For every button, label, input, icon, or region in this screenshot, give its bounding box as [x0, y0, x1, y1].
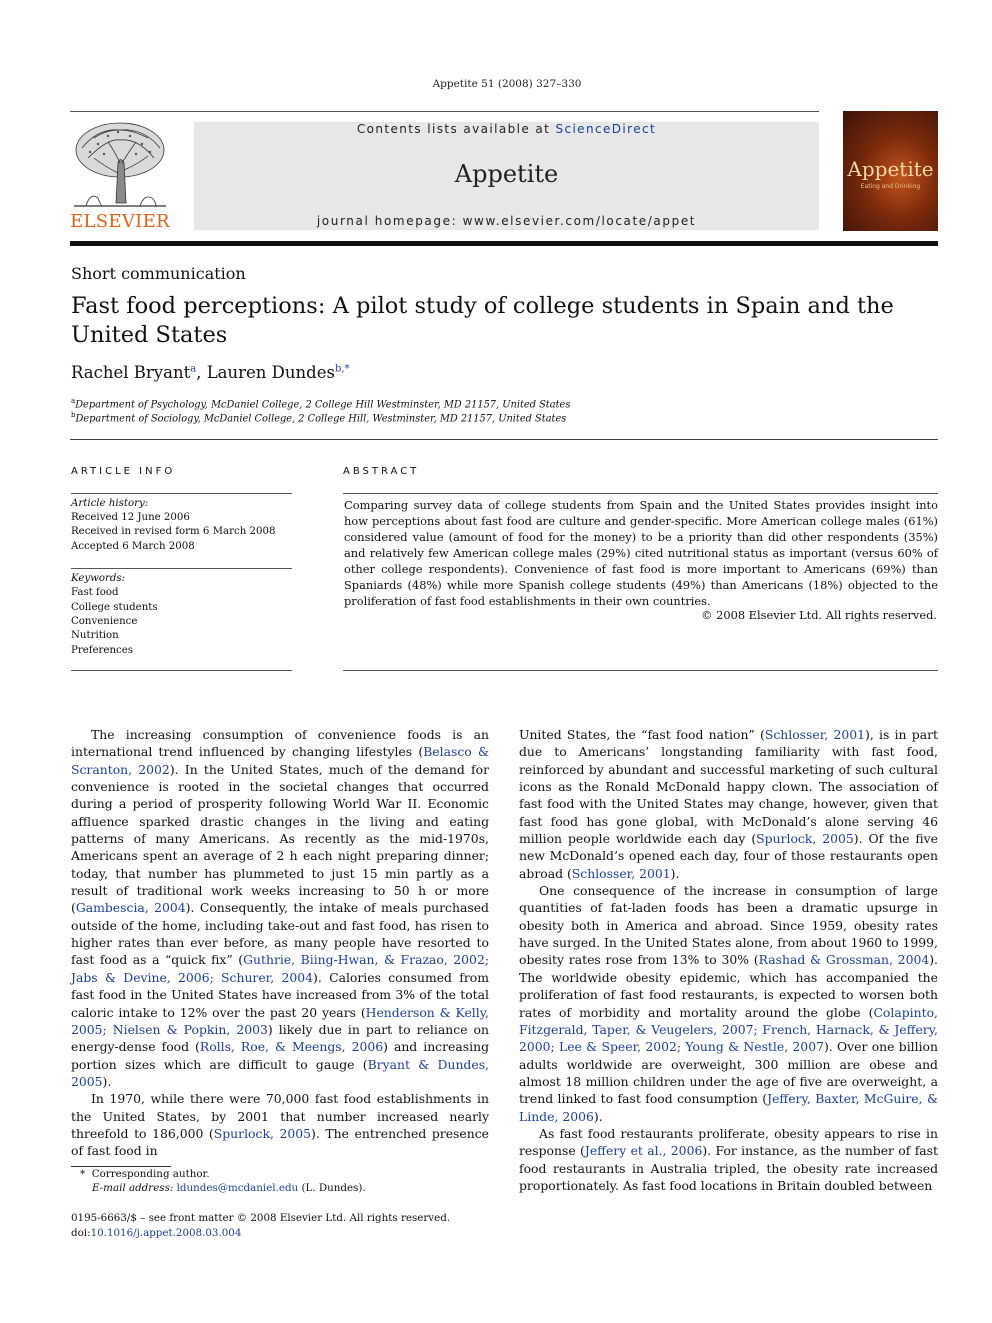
- copyright-notice: © 2008 Elsevier Ltd. All rights reserved.: [701, 608, 937, 622]
- body-paragraph: In 1970, while there were 70,000 fast food establishments in the United States, by 2001 that number increased nearly threefold to 186,000 (Spurlock, 2005). The entrenched presence of fast food in: [71, 1091, 489, 1159]
- contents-line: [194, 122, 819, 136]
- divider: [71, 670, 292, 671]
- citation-link[interactable]: Rolls, Roe, & Meengs, 2006: [199, 1039, 384, 1055]
- issn-line: 0195-6663/$ – see front matter © 2008 Elsevier Ltd. All rights reserved.: [71, 1212, 451, 1224]
- affiliation-label: a: [71, 397, 76, 405]
- header-rule: [70, 111, 819, 112]
- footnote-rule: [71, 1166, 171, 1167]
- article-type: Short communication: [71, 264, 246, 283]
- email-note: [92, 1182, 366, 1194]
- journal-homepage[interactable]: journal homepage: www.elsevier.com/locate/appet: [316, 214, 697, 228]
- article-title: Fast food perceptions: A pilot study of college students in Spain and the United States: [71, 293, 894, 348]
- cover-title: Appetite: [847, 157, 934, 181]
- article-info-heading: ARTICLE INFO: [71, 466, 176, 477]
- journal-name: Appetite: [454, 160, 559, 188]
- affiliation-marker[interactable]: b,*: [334, 363, 350, 375]
- affiliation: [71, 397, 570, 410]
- citation-link[interactable]: Henderson & Kelly, 2005; Nielsen & Popkin, 2003: [71, 1004, 489, 1037]
- citation-link[interactable]: Spurlock, 2005: [213, 1125, 312, 1141]
- abstract-text: Comparing survey data of college students from Spain and the United States provides insight into how perceptions about fast food are culture and gender-specific. More American college males (61%) considered value (amount of food for the money) to be a priority than did other respondents (35%) and relatively few American college males (29%) cited nutritional status as important (versus 60% of other college respondents). Convenience of fast food is more important to Americans (69%) than Spaniards (48%) while more Spanish college students (49%) than Americans (18%) objected to the proliferation of fast food establishments in their own countries.: [344, 498, 938, 608]
- author-list: [71, 363, 350, 382]
- affiliation-label: b: [71, 411, 76, 419]
- doi-line: [71, 1227, 241, 1239]
- affiliation-text: Department of Psychology, McDaniel College, 2 College Hill Westminster, MD 21157, United States: [75, 399, 571, 411]
- header-thick-rule: [70, 241, 938, 246]
- doi-link[interactable]: 10.1016/j.appet.2008.03.004: [90, 1227, 242, 1239]
- citation-link[interactable]: Schlosser, 2001: [571, 865, 671, 881]
- received-date: Received 12 June 2006: [71, 512, 190, 523]
- divider: [343, 670, 938, 671]
- citation-link[interactable]: Guthrie, Biing-Hwan, & Frazao, 2002; Jabs & Devine, 2006; Schurer, 2004: [71, 952, 490, 985]
- footnote-marker: *: [80, 1168, 86, 1180]
- body-column-right: [519, 726, 938, 1194]
- journal-banner: [194, 122, 819, 230]
- journal-cover-thumbnail[interactable]: [843, 111, 938, 231]
- tree-icon: [68, 118, 172, 210]
- keyword: College students: [71, 602, 158, 613]
- accepted-date: Accepted 6 March 2008: [71, 541, 195, 552]
- keyword: Convenience: [71, 616, 138, 627]
- email-link[interactable]: ldundes@mcdaniel.edu: [176, 1182, 299, 1194]
- citation-link[interactable]: Gambescia, 2004: [75, 900, 186, 916]
- affiliation-text: Department of Sociology, McDaniel College, 2 College Hill, Westminster, MD 21157, United States: [75, 413, 567, 425]
- doi-label: doi:: [71, 1227, 91, 1239]
- citation-link[interactable]: Jeffery et al., 2006: [584, 1143, 703, 1159]
- citation-link[interactable]: Rashad & Grossman, 2004: [758, 952, 930, 968]
- cover-subtitle: Eating and Drinking: [860, 183, 921, 190]
- keyword: Preferences: [71, 645, 133, 656]
- revised-date: Received in revised form 6 March 2008: [71, 526, 276, 537]
- citation-link[interactable]: Bryant & Dundes, 2005: [71, 1056, 489, 1089]
- journal-citation: Appetite 51 (2008) 327–330: [432, 78, 582, 90]
- keyword: Fast food: [71, 587, 119, 598]
- body-paragraph: As fast food restaurants proliferate, obesity appears to rise in response (Jeffery et al., 2006). For instance, as the number of fast food restaurants in Australia tripled, the obesity rate increased proportionately. As fast food locations in Britain doubled between: [519, 1125, 939, 1193]
- affiliation: [71, 411, 566, 424]
- abstract-heading: ABSTRACT: [343, 466, 420, 477]
- divider: [71, 493, 292, 494]
- body-paragraph: The increasing consumption of convenience foods is an international trend influenced by changing lifestyles (Belasco & Scranton, 2002). In the United States, much of the demand for convenience is rooted in the societal changes that occurred during a period of prosperity following World War II. Economic affluence sparked drastic changes in the living and eating patterns of many Americans. As recently as the mid-1970s, Americans spent an average of 2 h each night preparing dinner; today, that number has plummeted to just 15 min partly as a result of traditional work weeks increasing to 50 h or more (Gambescia, 2004). Consequently, the intake of meals purchased outside of the home, including take-out and fast food, has risen to higher rates than ever before, as many people have resorted to fast food as a “quick fix” (Guthrie, Biing-Hwan, & Frazao, 2002; Jabs & Devine, 2006; Schurer, 2004). Calories consumed from fast food in the United States have increased from 3% of the total caloric intake to 12% over the past 20 years (Henderson & Kelly, 2005; Nielsen & Popkin, 2003) likely due in part to reliance on energy-dense food (Rolls, Roe, & Meengs, 2006) and increasing portion sizes which are difficult to gauge (Bryant & Dundes, 2005).: [71, 727, 490, 1089]
- body-paragraph: One consequence of the increase in consumption of large quantities of fat-laden foods has been a dramatic upsurge in obesity both in America and abroad. Since 1959, obesity rates have surged. In the United States alone, from about 1960 to 1999, obesity rates rose from 13% to 30% (Rashad & Grossman, 2004). The worldwide obesity epidemic, which has accompanied the proliferation of fast food restaurants, is expected to worsen both rates of morbidity and mortality around the globe (Colapinto, Fitzgerald, Taper, & Veugelers, 2007; French, Harnack, & Jeffery, 2000; Lee & Speer, 2002; Young & Nestle, 2007). Over one billion adults worldwide are overweight, 300 million are obese and almost 18 million children under the age of five are overweight, a trend linked to fast food consumption (Jeffery, Baxter, McGuire, & Linde, 2006).: [519, 883, 939, 1124]
- author-separator: ,: [196, 363, 207, 382]
- body-column-left: [71, 726, 489, 1160]
- keyword: Nutrition: [71, 630, 119, 641]
- corresponding-author-note: [80, 1168, 210, 1180]
- contents-prefix: Contents lists available at: [356, 122, 556, 136]
- citation-link[interactable]: Spurlock, 2005: [756, 831, 854, 847]
- divider: [71, 568, 292, 569]
- publisher-name: ELSEVIER: [70, 211, 170, 232]
- history-label: Article history:: [71, 498, 149, 509]
- citation-link[interactable]: Colapinto, Fitzgerald, Taper, & Veugelers, 2007; French, Harnack, & Jeffery, 2000; Lee & Speer, 2002; Young & Nestle, 2007: [519, 1004, 938, 1055]
- email-suffix: (L. Dundes).: [301, 1182, 366, 1194]
- citation-link[interactable]: Jeffery, Baxter, McGuire, & Linde, 2006: [519, 1091, 939, 1124]
- divider: [70, 439, 938, 440]
- author-name: Rachel Bryant: [71, 363, 191, 382]
- citation-link[interactable]: Schlosser, 2001: [764, 727, 865, 742]
- citation-link[interactable]: Belasco & Scranton, 2002: [71, 744, 489, 777]
- email-label: E-mail address:: [92, 1182, 174, 1194]
- body-paragraph: United States, the “fast food nation” (Schlosser, 2001), is in part due to Americans’ longstanding familiarity with fast food, reinforced by abundant and successful marketing of such cultural icons as the Ronald McDonald happy clown. The association of fast food with the United States may change, however, given that fast food has gone global, with McDonald’s alone serving 46 million people worldwide each day (Spurlock, 2005). Of the five new McDonald’s opened each day, four of those restaurants open abroad (Schlosser, 2001).: [519, 727, 938, 881]
- author-name: Lauren Dundes: [206, 363, 335, 382]
- elsevier-logo[interactable]: [68, 118, 172, 236]
- footnote-text: Corresponding author.: [91, 1168, 210, 1180]
- affiliation-marker[interactable]: a: [190, 363, 197, 375]
- sciencedirect-link[interactable]: ScienceDirect: [555, 122, 657, 136]
- keywords-label: Keywords:: [71, 573, 126, 584]
- divider: [343, 493, 938, 494]
